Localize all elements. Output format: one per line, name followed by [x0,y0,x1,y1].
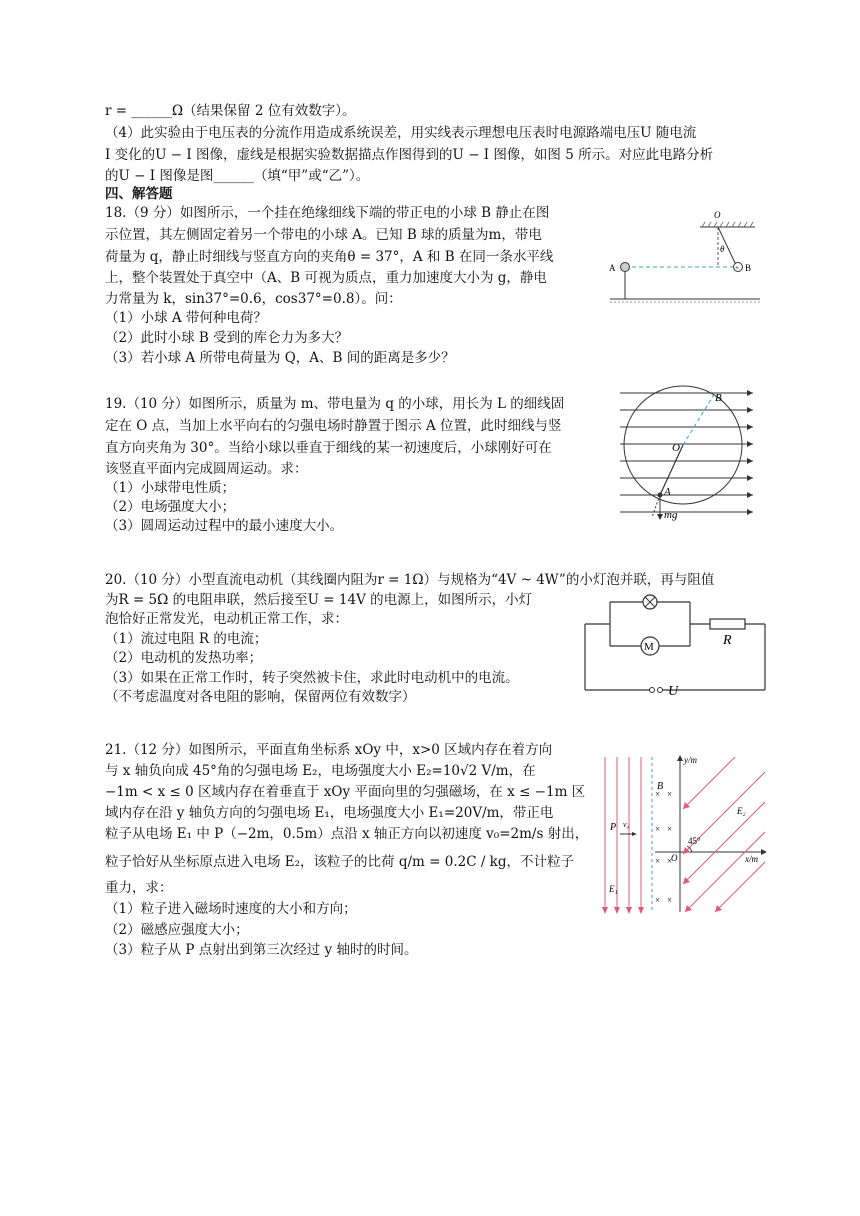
q21-figure [595,752,770,917]
q18-line: 荷量为 q，静止时细线与竖直方向的夹角θ = 37°，A 和 B 在同一条水平线 [105,249,554,265]
q21-label-P: P [610,822,617,833]
q18-line: （3）若小球 A 所带电荷量为 Q，A、B 间的距离是多少？ [105,350,455,366]
svg-text:×: × [655,789,661,799]
q21-line: 21.（12 分）如图所示，平面直角坐标系 xOy 中，x>0 区域内存在着方向 [105,742,553,758]
q21-axis-x: x/m [745,854,758,864]
q21-line: 粒子从电场 E₁ 中 P（−2m，0.5m）点沿 x 轴正方向以初速度 v₀=2m/s 射出， [105,826,589,842]
q20-line: 20.（10 分）小型直流电动机（其线圈内阻为r = 1Ω）与规格为“4V ~ 4W”的小灯泡并联，再与阻值 [105,572,715,588]
q21-label-angle: 45° [688,836,701,846]
q21-line: 与 x 轴负向成 45°角的匀强电场 E₂，电场强度大小 E₂=10√2 V/m，在 [105,763,536,779]
q21-label-E1: E₁ [609,884,618,894]
q18-line: （1）小球 A 带何种电荷？ [105,310,267,326]
q21-line: 域内存在沿 y 轴负方向的匀强电场 E₁，电场强度大小 E₁=20V/m，带正电 [105,805,554,821]
q19-line: （2）电场强度大小； [105,499,236,515]
answer-line-r: r = ______Ω（结果保留 2 位有效数字）。 [105,103,356,119]
q20-source-label: U [668,684,679,699]
q19-label-A: A [664,486,671,498]
q20-line: （3）如果在正常工作时，转子突然被卡住，求此时电动机中的电流。 [105,670,519,686]
q19-line: （3）圆周运动过程中的最小速度大小。 [105,518,344,534]
svg-text:+: + [735,264,739,272]
q21-line: 粒子恰好从坐标原点进入电场 E₂，该粒子的比荷 q/m = 0.2C / kg，不计粒子 [105,854,574,870]
q20-circuit [580,592,770,702]
q19-line: 该竖直平面内完成圆周运动。求： [105,461,308,477]
q20-resistor-label: R [723,633,732,648]
q20-line: （不考虑温度对各电阻的影响，保留两位有效数字） [105,689,416,705]
q21-label-E2: E₂ [737,806,746,816]
section-title: 四、解答题 [105,186,173,202]
q20-line: （1）流过电阻 R 的电流； [105,631,268,647]
q21-line: −1m < x ≤ 0 区域内存在着垂直于 xOy 平面向里的匀强磁场，在 x ≤ −1m 区 [105,784,586,800]
q18-label-B: B [745,263,752,273]
svg-text:×: × [655,824,661,834]
q19-label-mg: mg [664,509,678,521]
q18-line: 力常量为 k，sin37°=0.6，cos37°=0.8）。问： [105,291,402,307]
sub-question-4-line2: I 变化的U − I 图像，虚线是根据实验数据描点作图得到的U − I 图像，如图 5 所示。对应此电路分析 [105,147,714,163]
q20-line: （2）电动机的发热功率； [105,650,263,666]
q21-label-v0: v₀ [623,820,630,829]
svg-text:×: × [667,824,673,834]
q21-label-B: B [657,781,664,792]
svg-text:×: × [667,856,673,866]
q19-label-O: O [672,442,680,454]
q18-line: 18.（9 分）如图所示，一个挂在绝缘细线下端的带正电的小球 B 静止在图 [105,205,550,221]
q21-line: （2）磁感应强度大小； [105,922,249,938]
svg-text:×: × [667,789,673,799]
q18-label-O: O [714,210,721,220]
q21-line: （1）粒子进入磁场时速度的大小和方向； [105,901,357,917]
q18-line: 示位置，其左侧固定着另一个带电的小球 A。已知 B 球的质量为m，带电 [105,227,542,243]
sub-question-4-line3: 的U − I 图像是图______（填“甲”或“乙”）。 [105,168,370,184]
q21-axis-y: y/m [684,755,697,765]
q18-label-theta: θ [720,244,725,254]
q19-label-B: B [715,392,722,404]
q21-origin: O [671,853,678,863]
q20-motor-label: M [644,641,654,653]
q20-line: 泡恰好正常发光，电动机正常工作，求： [105,611,348,627]
svg-text:×: × [667,895,673,905]
q19-line: 19.（10 分）如图所示，质量为 m、带电量为 q 的小球，用长为 L 的细线固 [105,396,565,412]
sub-question-4-line1: （4）此实验由于电压表的分流作用造成系统误差，用实线表示理想电压表时电源路端电压U 随电流 [105,125,697,141]
svg-text:×: × [655,895,661,905]
q18-figure [605,205,765,310]
q21-line: 重力，求： [105,880,173,896]
q18-label-A: A [609,263,616,273]
q18-line: （2）此时小球 B 受到的库仑力为多大？ [105,330,349,346]
q19-line: （1）小球带电性质； [105,480,236,496]
q19-line: 定在 O 点，当加上水平向右的匀强电场时静置于图示 A 位置，此时细线与竖 [105,418,562,434]
svg-text:×: × [655,856,661,866]
q19-line: 直方向夹角为 30°。当给小球以垂直于细线的某一初速度后，小球刚好可在 [105,440,552,456]
q19-figure [615,385,760,525]
q18-line: 上，整个装置处于真空中（A、B 可视为质点，重力加速度大小为 g，静电 [105,270,547,286]
q21-line: （3）粒子从 P 点射出到第三次经过 y 轴时的时间。 [105,942,418,958]
q20-line: 为R = 5Ω 的电阻串联，然后接至U = 14V 的电源上，如图所示，小灯 [105,592,533,608]
